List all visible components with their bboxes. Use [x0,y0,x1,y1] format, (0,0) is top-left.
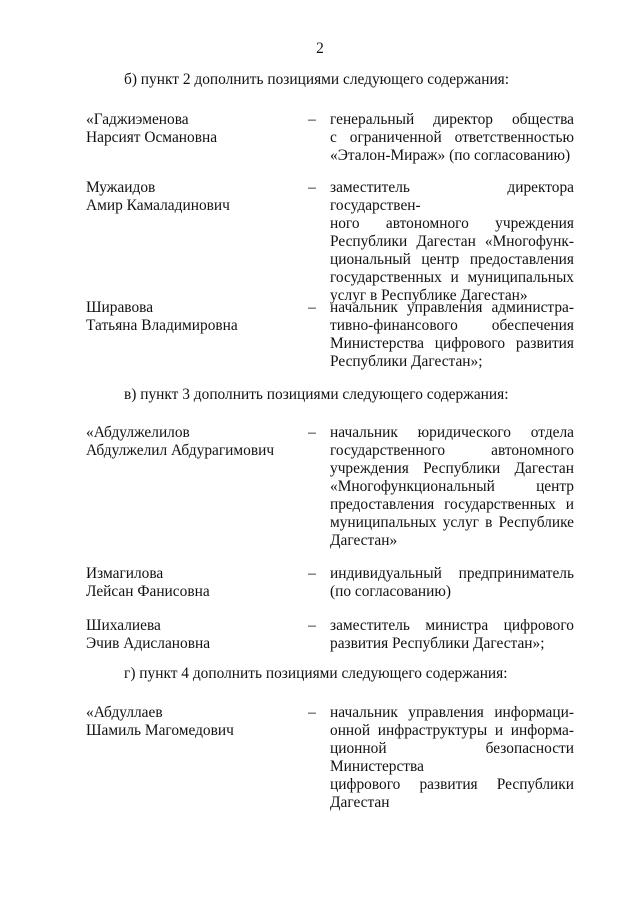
person-name [86,704,296,740]
description-line: «Эталон-Мираж» (по согласованию) [330,147,571,164]
description-line: с ограниченной ответственностью [330,129,574,146]
position-description [330,704,574,812]
name-line: «Гаджиэменова [86,111,189,128]
person-name [86,179,296,215]
name-line: Эчив Адислановна [86,635,211,652]
description-line: ного автономного учреждения [330,215,574,232]
dash-separator: – [308,617,316,634]
name-line: Ширавова [86,299,154,316]
name-line: «Абдулжелилов [86,424,190,441]
dash-separator: – [308,111,316,128]
name-line: Шихалиева [86,617,161,634]
position-description [330,299,574,371]
name-line: Лейсан Фанисовна [86,583,210,600]
person-name [86,617,296,653]
section-intro: г) пункт 4 дополнить позициями следующего содержания: [124,665,508,682]
description-line: развития Республики Дагестан»; [330,635,545,652]
description-line: циональный центр предоставления [330,251,574,268]
position-description [330,424,574,550]
description-line: цифрового развития Республики [330,776,574,793]
description-line: государственного автономного [330,442,574,459]
name-line: Шамиль Магомедович [86,722,234,739]
description-line: начальник управления администра- [330,299,574,316]
description-line: учреждения Республики Дагестан [330,460,574,477]
dash-separator: – [308,179,316,196]
description-line: Республики Дагестан «Многофунк- [330,233,574,250]
name-line: Татьяна Владимировна [86,317,238,334]
dash-separator: – [308,704,316,721]
description-line: заместитель министра цифрового [330,617,574,634]
section-intro: б) пункт 2 дополнить позициями следующего содержания: [124,71,510,88]
description-line: государственных и муниципальных [330,269,574,286]
name-line: Мужаидов [86,179,156,196]
person-name [86,565,296,601]
description-line: Дагестан» [330,532,398,549]
description-line: «Многофункциональный центр [330,478,574,495]
description-line: онной инфраструктуры и информа- [330,722,574,739]
description-line: заместитель директора государствен- [330,179,574,214]
name-line: Измагилова [86,565,164,582]
person-name [86,299,296,335]
position-description [330,111,574,165]
description-line: генеральный директор общества [330,111,574,128]
description-line: Министерства цифрового развития [330,335,574,352]
person-name [86,111,296,147]
description-line: муниципальных услуг в Республике [330,514,574,531]
description-line: услуг в Республике Дагестан» [330,287,528,304]
person-name [86,424,296,460]
dash-separator: – [308,565,316,582]
description-line: предоставления государственных и [330,496,574,513]
description-line: (по согласованию) [330,583,451,600]
dash-separator: – [308,299,316,316]
name-line: Абдулжелил Абдурагимович [86,442,275,459]
name-line: Нарсият Османовна [86,129,218,146]
description-line: Дагестан [330,794,390,811]
position-description [330,565,574,601]
page-number: 2 [316,40,324,57]
description-line: тивно-финансового обеспечения [330,317,574,334]
description-line: ционной безопасности Министерства [330,740,574,775]
dash-separator: – [308,424,316,441]
description-line: индивидуальный предприниматель [330,565,574,582]
description-line: начальник юридического отдела [330,424,574,441]
description-line: начальник управления информаци- [330,704,574,721]
name-line: Амир Камаладинович [86,197,230,214]
name-line: «Абдуллаев [86,704,163,721]
description-line: Республики Дагестан»; [330,353,483,370]
position-description [330,617,574,653]
position-description [330,179,574,305]
section-intro: в) пункт 3 дополнить позициями следующего содержания: [124,386,509,403]
